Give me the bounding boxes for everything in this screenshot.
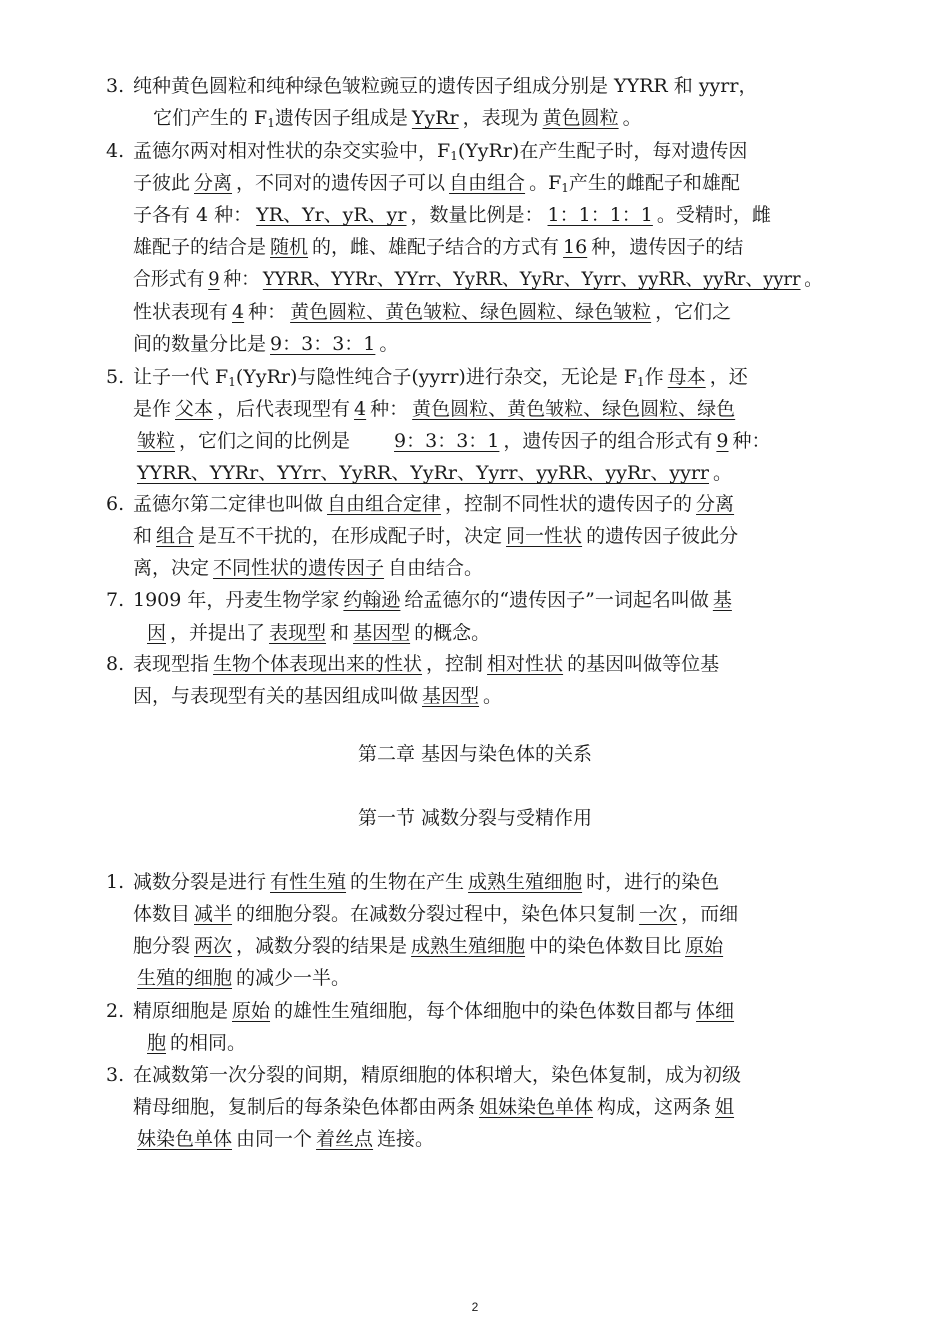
text-run: 的细胞分裂。在减数分裂过程中，染色体只复制 — [236, 903, 636, 925]
text-line — [133, 552, 483, 584]
text-run: ，还 — [709, 366, 748, 388]
text-run: 给孟德尔的“遗传因子”一词起名叫做 — [404, 589, 709, 611]
text-run: 种： — [248, 301, 287, 323]
item-number: 5. — [106, 366, 125, 388]
answer-blank: 生物个体表现出来的性状 — [213, 653, 423, 675]
answer-blank: YR、Yr、yR、yr — [256, 204, 407, 226]
text-run: ，减数分裂的结果是 — [236, 935, 408, 957]
answer-blank: 姐妹染色单体 — [479, 1096, 594, 1118]
item-number: 6. — [106, 493, 125, 515]
answer-blank: 16 — [563, 236, 588, 258]
answer-blank: 相对性状 — [487, 653, 564, 675]
answer-blank: 自由组合定律 — [327, 493, 442, 515]
text-run: 精原细胞是 — [133, 1000, 229, 1022]
answer-blank: 4 — [354, 398, 367, 420]
answer-blank: 两次 — [194, 935, 233, 957]
item-number: 8. — [106, 653, 125, 675]
text-line — [133, 520, 738, 552]
text-run: ，不同对的遗传因子可以 — [236, 172, 446, 194]
item-number: 4. — [106, 140, 125, 162]
text-run: 种： — [223, 268, 260, 290]
text-run: ，它们之 — [655, 301, 732, 323]
text-line — [133, 962, 350, 994]
text-run: 的雄性生殖细胞，每个体细胞中的染色体数目都与 — [274, 1000, 693, 1022]
text-run: ，并提出了 — [170, 622, 266, 644]
answer-blank: 同一性状 — [506, 525, 583, 547]
answer-blank: 表现型 — [269, 622, 327, 644]
text-run: ，数量比例是： — [410, 204, 544, 226]
text-line — [133, 1123, 434, 1155]
text-run: ，后代表现型有 — [217, 398, 351, 420]
text-run: ，遗传因子的组合形式有 — [503, 430, 713, 452]
text-line — [133, 199, 771, 231]
answer-blank: YYRR、YYRr、YYrr、YyRR、YyRr、Yyrr、yyRR、yyRr、yyrr — [137, 462, 709, 484]
text-run: 遗传因子组成是 — [274, 107, 408, 129]
text-line — [133, 425, 771, 457]
text-line — [143, 617, 490, 649]
subscript: 1 — [450, 149, 458, 163]
answer-blank: 胞 — [147, 1032, 167, 1054]
answer-blank: 着丝点 — [316, 1128, 374, 1150]
text-run: 子各有 4 种： — [133, 204, 253, 226]
answer-blank: 原始 — [232, 1000, 271, 1022]
answer-blank: 组合 — [156, 525, 195, 547]
text-line — [133, 296, 731, 328]
text-line — [133, 488, 738, 520]
answer-blank: 4 — [232, 301, 245, 323]
answer-blank: 基因型 — [353, 622, 411, 644]
answer-blank: 妹染色单体 — [137, 1128, 233, 1150]
text-line — [133, 1059, 741, 1091]
text-line — [133, 930, 727, 962]
text-run: 1909 年，丹麦生物学家 — [133, 589, 340, 611]
text-run: 是作 — [133, 398, 172, 420]
text-run: 作 — [644, 366, 664, 388]
answer-blank: 成熟生殖细胞 — [411, 935, 526, 957]
text-run: 构成，这两条 — [597, 1096, 712, 1118]
answer-blank: 9：3：3：1 — [394, 430, 500, 452]
text-line — [133, 70, 757, 102]
text-run: 性状表现有 — [133, 301, 229, 323]
text-run: 和 — [330, 622, 350, 644]
text-run: 。 — [804, 268, 823, 290]
text-run: 因，与表现型有关的基因组成叫做 — [133, 685, 419, 707]
text-run: 的相同。 — [170, 1032, 247, 1054]
text-run: 。F — [529, 172, 562, 194]
text-run: 的生物在产生 — [350, 871, 465, 893]
text-run: 种： — [732, 430, 771, 452]
answer-blank: 姐 — [715, 1096, 735, 1118]
text-run: 合形式有 — [133, 268, 205, 290]
text-line — [143, 1027, 246, 1059]
text-line — [133, 898, 738, 930]
text-run: 孟德尔两对相对性状的杂交实验中，F — [133, 140, 451, 162]
text-run: 精母细胞，复制后的每条染色体都由两条 — [133, 1096, 476, 1118]
subscript: 1 — [267, 116, 275, 130]
text-line — [133, 263, 822, 295]
text-line — [133, 648, 719, 680]
text-run: 孟德尔第二定律也叫做 — [133, 493, 324, 515]
text-run: 和 — [133, 525, 153, 547]
text-run: 中的染色体数目比 — [529, 935, 682, 957]
answer-blank: 不同性状的遗传因子 — [213, 557, 385, 579]
answer-blank: 母本 — [667, 366, 706, 388]
text-run: 让子一代 F — [133, 366, 229, 388]
text-run: 自由结合。 — [388, 557, 484, 579]
answer-blank: YyRr — [411, 107, 459, 129]
answer-blank: 有性生殖 — [270, 871, 347, 893]
answer-blank: 黄色圆粒、黄色皱粒、绿色圆粒、绿色 — [412, 398, 736, 420]
answer-blank: 父本 — [175, 398, 214, 420]
text-run: ，控制 — [426, 653, 484, 675]
text-run: 减数分裂是进行 — [133, 871, 267, 893]
text-run: ，而细 — [681, 903, 739, 925]
subscript: 1 — [561, 181, 569, 195]
subscript: 1 — [228, 375, 236, 389]
text-run: 在减数第一次分裂的间期，精原细胞的体积增大，染色体复制，成为初级 — [133, 1064, 742, 1086]
text-run: (YyRr)与隐性纯合子(yyrr)进行杂交，无论是 F — [235, 366, 638, 388]
text-run: 种，遗传因子的结 — [591, 236, 744, 258]
item-number: 2. — [106, 1000, 125, 1022]
text-run: ，控制不同性状的遗传因子的 — [445, 493, 693, 515]
text-line — [133, 135, 747, 167]
answer-blank: 体细 — [696, 1000, 735, 1022]
text-line — [133, 167, 740, 199]
answer-blank: 分离 — [194, 172, 233, 194]
text-run: 离，决定 — [133, 557, 210, 579]
subscript: 1 — [637, 375, 645, 389]
answer-blank: 基 — [712, 589, 732, 611]
answer-blank: 自由组合 — [449, 172, 526, 194]
answer-blank: 原始 — [685, 935, 724, 957]
answer-blank: 基因型 — [422, 685, 480, 707]
text-run: 子彼此 — [133, 172, 191, 194]
text-line — [133, 584, 736, 616]
answer-blank: 约翰逊 — [343, 589, 401, 611]
text-run: 。 — [483, 685, 503, 707]
text-run: 的减少一半。 — [236, 967, 351, 989]
text-run: 是互不干扰的，在形成配子时，决定 — [198, 525, 503, 547]
text-run: (YyRr)在产生配子时，每对遗传因 — [457, 140, 748, 162]
text-line — [133, 680, 502, 712]
answer-blank: YYRR、YYRr、YYrr、YyRR、YyRr、Yyrr、yyRR、yyRr、yyrr — [262, 268, 801, 290]
text-run: 。 — [622, 107, 642, 129]
text-line — [133, 995, 738, 1027]
answer-blank: 皱粒 — [137, 430, 176, 452]
answer-blank: 9 — [208, 268, 220, 290]
answer-blank: 生殖的细胞 — [137, 967, 233, 989]
text-line — [133, 1091, 738, 1123]
text-run: 纯种黄色圆粒和纯种绿色皱粒豌豆的遗传因子组成分别是 YYRR 和 yyrr， — [133, 75, 758, 97]
item-number: 1. — [106, 871, 125, 893]
answer-blank: 分离 — [696, 493, 735, 515]
text-run: 产生的雌配子和雄配 — [568, 172, 740, 194]
text-run: 的，雌、雄配子结合的方式有 — [312, 236, 560, 258]
answer-blank: 一次 — [639, 903, 678, 925]
text-run: ，表现为 — [462, 107, 539, 129]
text-run: 的遗传因子彼此分 — [586, 525, 739, 547]
text-line — [133, 361, 748, 393]
answer-blank: 随机 — [270, 236, 309, 258]
text-line — [133, 866, 719, 898]
text-run: 时，进行的染色 — [586, 871, 720, 893]
text-run: 的概念。 — [414, 622, 491, 644]
item-number: 7. — [106, 589, 125, 611]
answer-blank: 1：1：1：1 — [547, 204, 653, 226]
answer-blank: 黄色圆粒 — [542, 107, 619, 129]
answer-blank: 减半 — [194, 903, 233, 925]
answer-blank: 9 — [716, 430, 729, 452]
text-run: 连接。 — [377, 1128, 435, 1150]
text-run: 胞分裂 — [133, 935, 191, 957]
text-line — [133, 393, 739, 425]
text-line — [153, 102, 642, 134]
answer-blank: 成熟生殖细胞 — [468, 871, 583, 893]
text-line — [133, 457, 732, 489]
text-line — [133, 231, 743, 263]
answer-blank: 因 — [147, 622, 167, 644]
text-run: 由同一个 — [236, 1128, 313, 1150]
answer-blank: 黄色圆粒、黄色皱粒、绿色圆粒、绿色皱粒 — [290, 301, 652, 323]
text-run: 间的数量分比是 — [133, 333, 267, 355]
text-run: 。受精时，雌 — [656, 204, 771, 226]
answer-blank: 9：3：3：1 — [270, 333, 376, 355]
text-run: 。 — [713, 462, 733, 484]
text-run: 体数目 — [133, 903, 191, 925]
text-line — [133, 328, 398, 360]
text-run: 它们产生的 F — [153, 107, 268, 129]
item-number: 3. — [106, 75, 125, 97]
text-run: 表现型指 — [133, 653, 210, 675]
section-title: 第一节 减数分裂与受精作用 — [357, 807, 593, 829]
text-run: 。 — [379, 333, 399, 355]
chapter-title: 第二章 基因与染色体的关系 — [357, 743, 593, 765]
text-run: ，它们之间的比例是 — [179, 430, 351, 452]
item-number: 3. — [106, 1064, 125, 1086]
text-run: 的基因叫做等位基 — [567, 653, 720, 675]
text-run: 雄配子的结合是 — [133, 236, 267, 258]
text-run: 种： — [370, 398, 409, 420]
page-number: 2 — [471, 1300, 479, 1314]
